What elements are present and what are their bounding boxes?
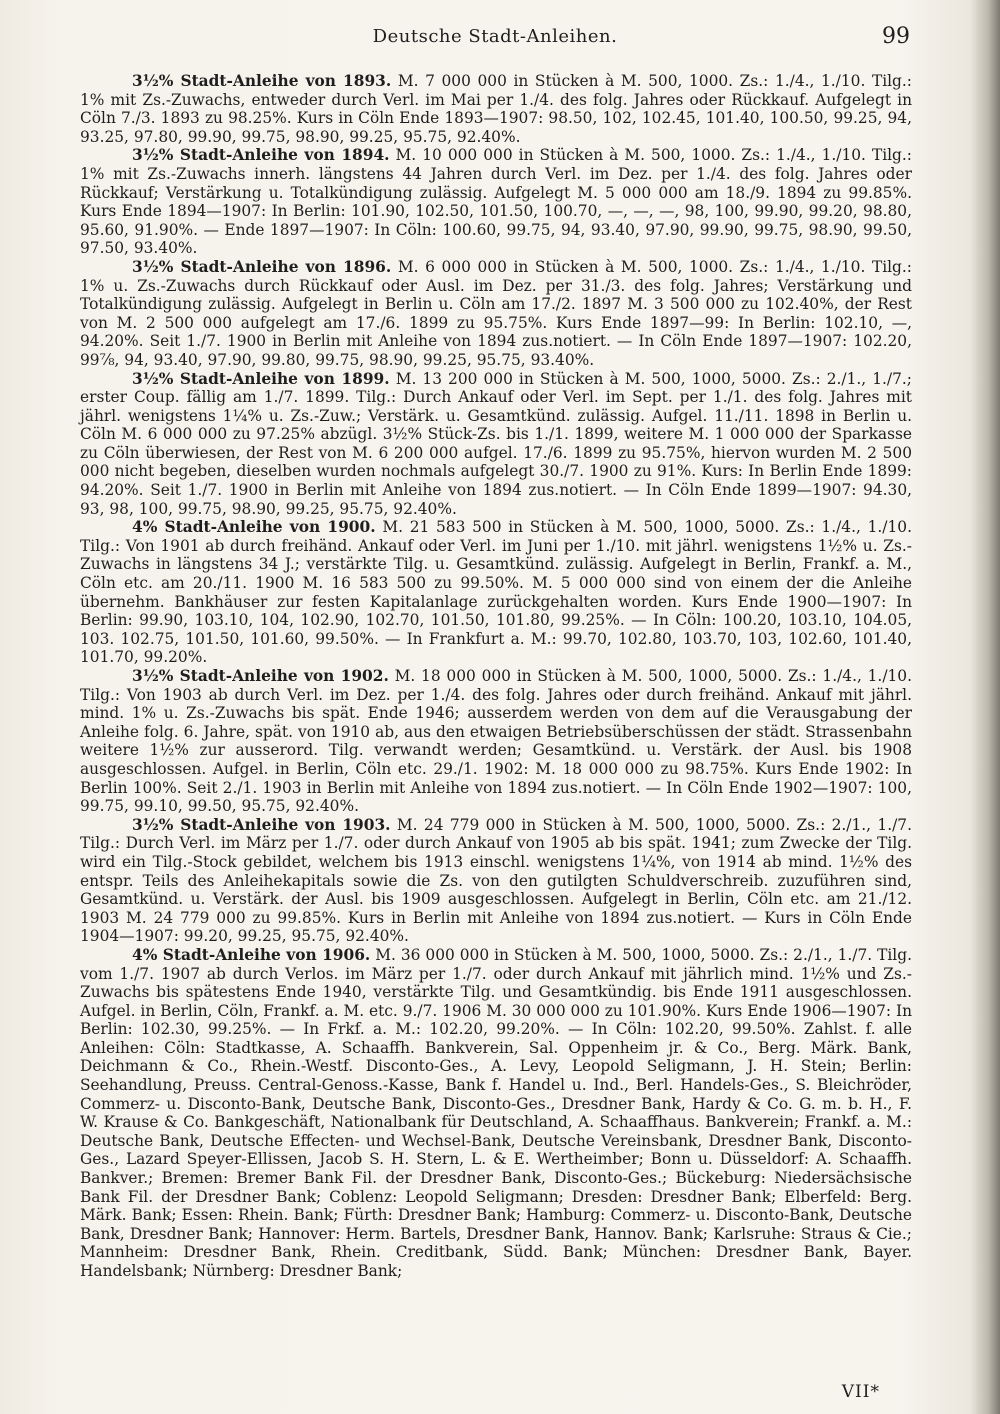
entry-heading: 3½% Stadt-Anleihe von 1902. — [132, 667, 389, 685]
entry-1902 — [80, 667, 912, 816]
entry-heading: 3½% Stadt-Anleihe von 1896. — [132, 257, 392, 276]
entry-heading: 3½% Stadt-Anleihe von 1893. — [132, 72, 392, 90]
entry-text: M. 10 000 000 in Stücken à M. 500, 1000. Zs.: 1./4., 1./10. Tilg.: 1% mit Zs.-Zuwachs innerh. längstens 44 Jahren durch Verl. im Dez. per 1./4. des folg. Jahres oder Rückkauf; Verstärkung u. Totalkündigung zulässig. Aufgelegt M. 5 000 000 am 18./9. 1894 zu 99.85%. Kurs Ende 1894—1907: In Berlin: 101.90, 102.50, 101.50, 100.70, —, —, —, 98, 100, 99.90, 99.20, 98.80, 95.60, 91.90%. — Ende 1897—1907: In Cöln: 100.60, 99.75, 94, 93.40, 97.90, 99.90, 99.75, 98.90, 99.50, 97.50, 93.40%. — [80, 146, 912, 258]
entry-heading: 4% Stadt-Anleihe von 1906. — [132, 945, 371, 964]
entry-text: M. 18 000 000 in Stücken à M. 500, 1000, 5000. Zs.: 1./4., 1./10. Tilg.: Von 1903 ab durch Verl. im Dez. per 1./4. des folg. Jahres oder durch freihänd. Ankauf mit jährl. mind. 1% u. Zs.-Zuwachs bis spät. Ende 1946; ausserdem werden von dem auf die Verausgabung der Anleihe folg. 6. Jahre, spät. von 1910 ab, aus den etwaigen Betriebsüberschüssen der städt. Strassenbahn weitere 1½% zur ausserord. Tilg. verwandt werden; Gesamtkünd. u. Verstärk. der Ausl. bis 1908 ausgeschlossen. Aufgel. in Berlin, Cöln etc. 29./1. 1902: M. 18 000 000 zu 98.75%. Kurs Ende 1902: In Berlin 100%. Seit 2./1. 1903 in Berlin mit Anleihe von 1894 zus.notiert. — In Cöln Ende 1902—1907: 100, 99.75, 99.10, 99.50, 95.75, 92.40%. — [80, 667, 912, 816]
entry-heading: 3½% Stadt-Anleihe von 1894. — [132, 146, 390, 165]
entry-1906 — [80, 946, 912, 1281]
page-number: 99 — [882, 24, 910, 49]
entry-1899 — [80, 370, 912, 519]
entry-text: M. 7 000 000 in Stücken à M. 500, 1000. Zs.: 1./4., 1./10. Tilg.: 1% mit Zs.-Zuwachs, entweder durch Verl. im Mai per 1./4. des folg. Jahres oder Rückkauf. Aufgelegt in Cöln 7./3. 1893 zu 98.25%. Kurs in Cöln Ende 1893—1907: 98.50, 102, 102.45, 101.40, 100.50, 99.25, 94, 93.25, 97.80, 99.90, 99.75, 98.90, 99.25, 95.75, 92.40%. — [80, 72, 912, 146]
entry-1896 — [80, 258, 912, 370]
entry-text: M. 13 200 000 in Stücken à M. 500, 1000, 5000. Zs.: 2./1., 1./7.; erster Coup. fällig am 1./7. 1899. Tilg.: Durch Ankauf oder Verl. im Sept. per 1./1. des folg. Jahres mit jährl. wenigstens 1¼% u. Zs.-Zuw.; Verstärk. u. Gesamtkünd. zulässig. Aufgel. 11./11. 1898 in Berlin u. Cöln M. 6 000 000 zu 97.25% abzügl. 3½% Stück-Zs. bis 1./1. 1899, weitere M. 1 000 000 der Sparkasse zu Cöln überwiesen, der Rest von M. 6 200 000 aufgel. 17./6. 1899 zu 95.75%, hiervon wurden M. 2 500 000 nicht begeben, dieselben wurden nochmals aufgelegt 30./7. 1900 zu 91%. Kurs: In Berlin Ende 1899: 94.20%. Seit 1./7. 1900 in Berlin mit Anleihe von 1894 zus.notiert. — In Cöln Ende 1899—1907: 94.30, 93, 98, 100, 99.75, 98.90, 99.25, 95.75, 92.40%. — [80, 369, 912, 518]
signature-mark: VII* — [841, 1382, 880, 1402]
entry-heading: 4% Stadt-Anleihe von 1900. — [132, 518, 376, 537]
entry-1900 — [80, 518, 912, 667]
running-title: Deutsche Stadt-Anleihen. — [372, 26, 618, 47]
entry-1893 — [80, 72, 912, 146]
page-edge-shadow — [970, 0, 1000, 1414]
entry-text: M. 24 779 000 in Stücken à M. 500, 1000, 5000. Zs.: 2./1., 1./7. Tilg.: Durch Verl. im März per 1./7. oder durch Ankauf von 1905 ab bis spät. 1941; zum Zwecke der Tilg. wird ein Tilg.-Stock gebildet, welchem bis 1913 einschl. wenigstens 1¼%, von 1914 ab mind. 1½% des entspr. Teils des Anleihekapitals sowie die Zs. von den gutilgten Schuldverschreib. zuzuführen sind, Gesamtkünd. u. Verstärk. der Ausl. bis 1909 ausgeschlossen. Aufgelegt in Berlin, Cöln etc. am 21./12. 1903 M. 24 779 000 zu 99.85%. Kurs in Berlin mit Anleihe von 1894 zus.notiert. — Kurs in Cöln Ende 1904—1907: 99.20, 99.25, 95.75, 92.40%. — [80, 815, 912, 946]
entry-text: M. 21 583 500 in Stücken à M. 500, 1000, 5000. Zs.: 1./4., 1./10. Tilg.: Von 1901 ab durch freihänd. Ankauf oder Verl. im Juni per 1./10. mit jährl. wenigstens 1½% u. Zs.-Zuwachs in längstens 34 J.; verstärkte Tilg. u. Gesamtkünd. zulässig. Aufgelegt in Berlin, Frankf. a. M., Cöln etc. am 20./11. 1900 M. 16 583 500 zu 99.50%. M. 5 000 000 sind von einem der die Anleihe übernehm. Bankhäuser zur festen Kapitalanlage zurückgehalten worden. Kurs Ende 1900—1907: In Berlin: 99.90, 103.10, 104, 102.90, 102.70, 101.50, 101.80, 99.25%. — In Cöln: 100.20, 103.10, 104.05, 103. 102.75, 101.50, 101.60, 99.50%. — In Frankfurt a. M.: 99.70, 102.80, 103.70, 103, 102.60, 101.40, 101.70, 99.20%. — [80, 518, 912, 667]
entry-text: M. 6 000 000 in Stücken à M. 500, 1000. Zs.: 1./4., 1./10. Tilg.: 1% u. Zs.-Zuwachs durch Rückkauf oder Ausl. im Dez. per 31./3. des folg. Jahres; Verstärkung und Totalkündigung zulässig. Aufgelegt in Berlin u. Cöln am 17./2. 1897 M. 3 500 000 zu 102.40%, der Rest von M. 2 500 000 aufgelegt am 17./6. 1899 zu 95.75%. Kurs Ende 1897—99: In Berlin: 102.10, —, 94.20%. Seit 1./7. 1900 in Berlin mit Anleihe von 1894 zus.notiert. — In Cöln Ende 1897—1907: 102.20, 99⅞, 94, 93.40, 97.90, 99.80, 99.75, 98.90, 99.25, 95.75, 93.40%. — [80, 257, 912, 369]
page-header — [80, 26, 910, 54]
entry-1903 — [80, 816, 912, 946]
entry-heading: 3½% Stadt-Anleihe von 1903. — [132, 815, 391, 834]
entry-heading: 3½% Stadt-Anleihe von 1899. — [132, 369, 390, 388]
entry-text: M. 36 000 000 in Stücken à M. 500, 1000, 5000. Zs.: 2./1., 1./7. Tilg. vom 1./7. 1907 ab durch Verlos. im März per 1./7. oder durch Ankauf mit jährlich mind. 1½% und Zs.-Zuwachs bis spätestens Ende 1940, verstärkte Tilg. und Gesamtkündig. bis Ende 1911 ausgeschlossen. Aufgel. in Berlin, Cöln, Frankf. a. M. etc. 9./7. 1906 M. 30 000 000 zu 101.90%. Kurs Ende 1906—1907: In Berlin: 102.30, 99.25%. — In Frkf. a. M.: 102.20, 99.20%. — In Cöln: 102.20, 99.50%. Zahlst. f. alle Anleihen: Cöln: Stadtkasse, A. Schaaffh. Bankverein, Sal. Oppenheim jr. & Co., Berg. Märk. Bank, Deichmann & Co., Rhein.-Westf. Disconto-Ges., A. Levy, Leopold Seligmann, J. H. Stein; Berlin: Seehandlung, Preuss. Central-Genoss.-Kasse, Bank f. Handel u. Ind., Berl. Handels-Ges., S. Bleichröder, Commerz- u. Disconto-Bank, Deutsche Bank, Disconto-Ges., Dresdner Bank, Hardy & Co. G. m. b. H., F. W. Krause & Co. Bankgeschäft, Nationalbank für Deutschland, A. Schaaffhaus. Bankverein; Frankf. a. M.: Deutsche Bank, Deutsche Effecten- und Wechsel-Bank, Deutsche Vereinsbank, Dresdner Bank, Disconto-Ges., Lazard Speyer-Ellissen, Jacob S. H. Stern, L. & E. Wertheimber; Bonn u. Düsseldorf: A. Schaaffh. Bankver.; Bremen: Bremer Bank Fil. der Dresdner Bank, Disconto-Ges.; Bückeburg: Niedersächsische Bank Fil. der Dresdner Bank; Coblenz: Leopold Seligmann; Dresden: Dresdner Bank; Elberfeld: Berg. Märk. Bank; Essen: Rhein. Bank; Fürth: Dresdner Bank; Hamburg: Commerz- u. Disconto-Bank, Deutsche Bank, Dresdner Bank; Hannover: Herm. Bartels, Dresdner Bank, Hannov. Bank; Karlsruhe: Straus & Cie.; Mannheim: Dresdner Bank, Rhein. Creditbank, Südd. Bank; München: Dresdner Bank, Bayer. Handelsbank; Nürnberg: Dresdner Bank; — [80, 945, 912, 1280]
document-body — [80, 72, 912, 1281]
entry-1894 — [80, 146, 912, 258]
